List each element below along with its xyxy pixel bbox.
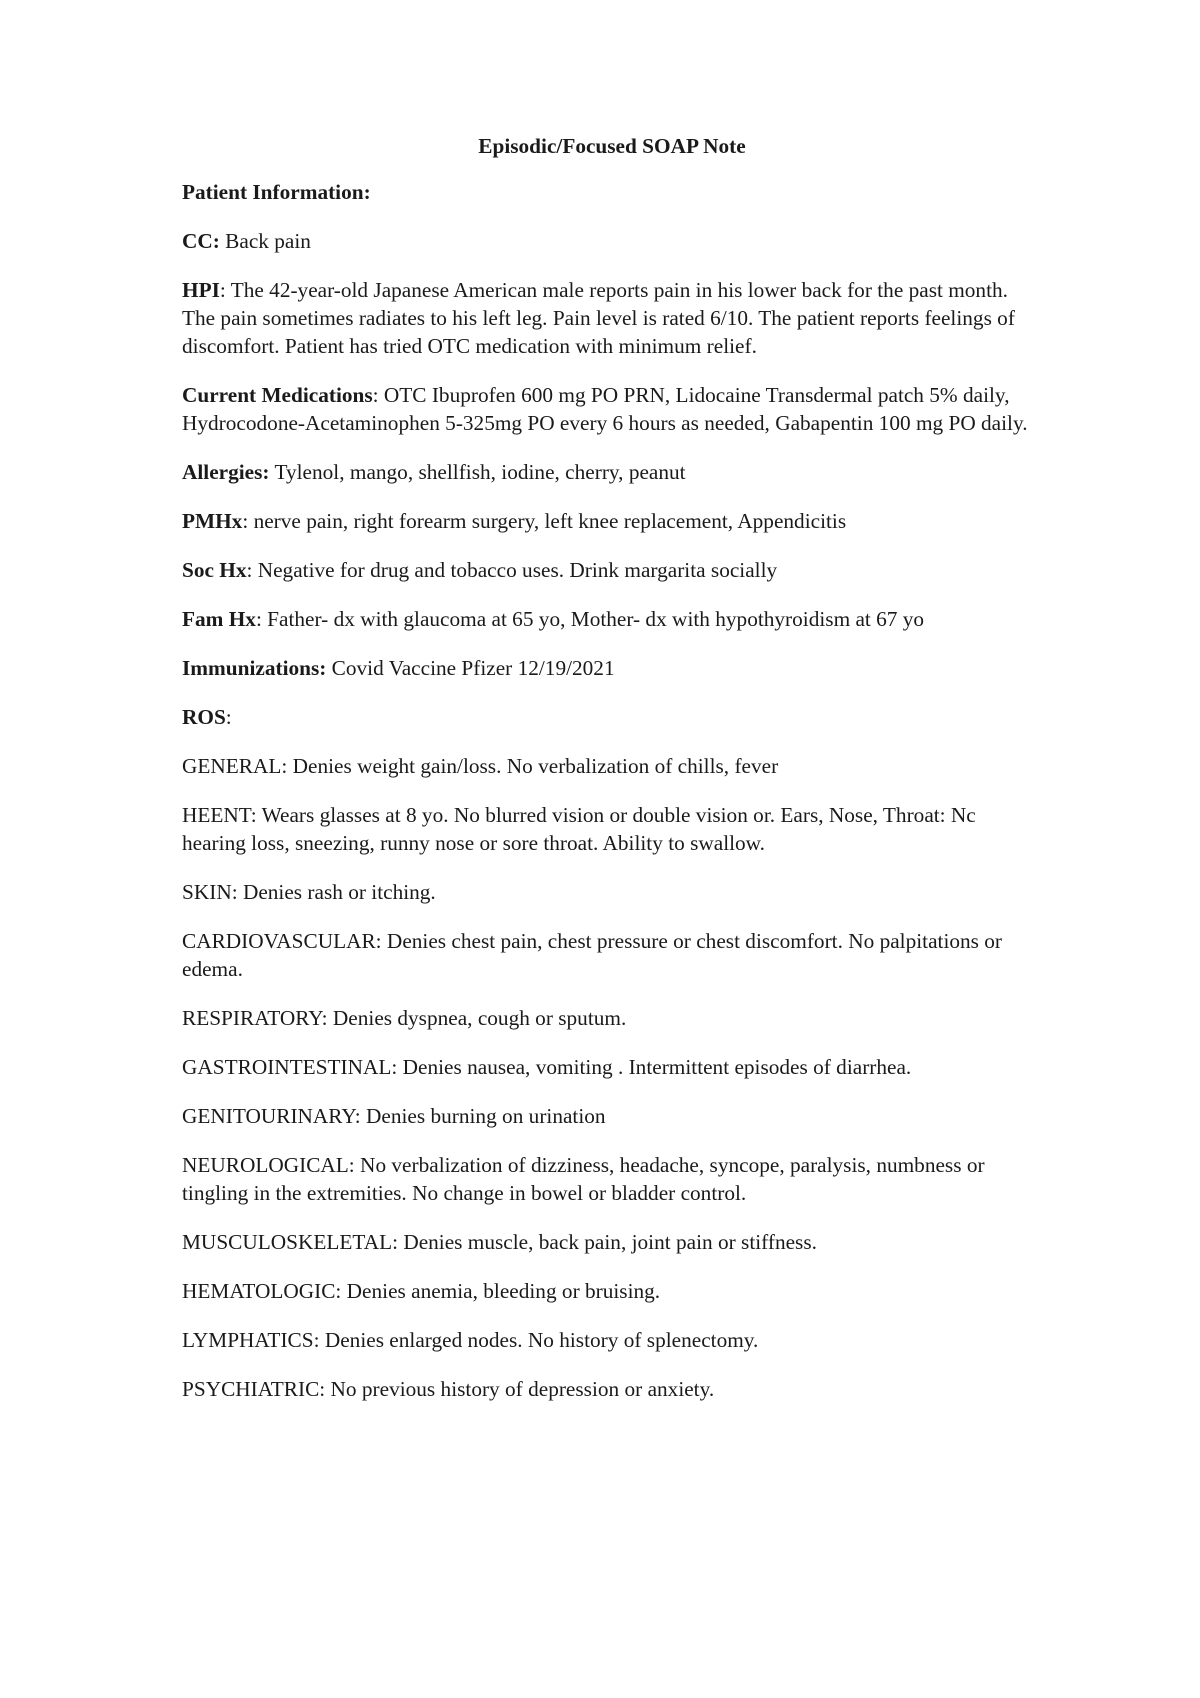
- hpi-label: HPI: [182, 278, 220, 302]
- ros-item-skin: [182, 878, 1042, 906]
- ros-item-lymphatics: [182, 1326, 1042, 1354]
- ros-item-gastrointestinal: [182, 1053, 1042, 1081]
- fam-hx-text: : Father- dx with glaucoma at 65 yo, Mother- dx with hypothyroidism at 67 yo: [255, 607, 925, 631]
- fam-hx-section: [182, 605, 1042, 633]
- ros-item-psychiatric: [182, 1375, 1042, 1403]
- ros-item-text: Denies rash or itching.: [237, 880, 436, 904]
- immunizations-label: Immunizations:: [182, 656, 327, 680]
- ros-item-text: Denies enlarged nodes. No history of splenectomy.: [319, 1328, 759, 1352]
- ros-item-text: No verbalization of dizziness, headache, syncope, paralysis, numbness or tingling in the extremities. No change in bowel or bladder control.: [182, 1153, 985, 1205]
- immunizations-text: Covid Vaccine Pfizer 12/19/2021: [326, 656, 615, 680]
- ros-item-respiratory: [182, 1004, 1042, 1032]
- document-page: [182, 132, 1042, 1424]
- ros-item-label: GENITOURINARY:: [182, 1104, 361, 1128]
- ros-item-label: CARDIOVASCULAR:: [182, 929, 382, 953]
- ros-item-cardiovascular: [182, 927, 1042, 983]
- ros-item-heent: [182, 801, 1042, 857]
- ros-item-text: Denies dyspnea, cough or sputum.: [327, 1006, 627, 1030]
- patient-info-heading: [182, 178, 1042, 206]
- cc-label: CC:: [182, 229, 220, 253]
- ros-item-text: Denies weight gain/loss. No verbalization of chills, fever: [287, 754, 779, 778]
- ros-item-musculoskeletal: [182, 1228, 1042, 1256]
- immunizations-section: [182, 654, 1042, 682]
- ros-item-label: LYMPHATICS:: [182, 1328, 320, 1352]
- medications-section: [182, 381, 1042, 437]
- ros-item-label: HEMATOLOGIC:: [182, 1279, 342, 1303]
- fam-hx-label: Fam Hx: [182, 607, 256, 631]
- medications-text: : OTC Ibuprofen 600 mg PO PRN, Lidocaine Transdermal patch 5% daily, Hydrocodone-Acetaminophen 5-325mg PO every 6 hours as needed, Gabapentin 100 mg PO daily.: [182, 383, 1028, 435]
- ros-item-general: [182, 752, 1042, 780]
- ros-item-label: GASTROINTESTINAL:: [182, 1055, 398, 1079]
- cc-section: [182, 227, 1042, 255]
- ros-item-text: Denies burning on urination: [360, 1104, 606, 1128]
- soc-hx-text: : Negative for drug and tobacco uses. Drink margarita socially: [246, 558, 778, 582]
- pmhx-label: PMHx: [182, 509, 243, 533]
- hpi-section: [182, 276, 1042, 360]
- ros-item-text: Denies chest pain, chest pressure or chest discomfort. No palpitations or edema.: [182, 929, 1003, 981]
- ros-item-neurological: [182, 1151, 1042, 1207]
- ros-item-text: No previous history of depression or anxiety.: [325, 1377, 715, 1401]
- cc-text: Back pain: [219, 229, 311, 253]
- ros-item-text: Denies muscle, back pain, joint pain or stiffness.: [398, 1230, 817, 1254]
- ros-item-label: HEENT:: [182, 803, 257, 827]
- pmhx-section: [182, 507, 1042, 535]
- allergies-label: Allergies:: [182, 460, 270, 484]
- ros-item-label: PSYCHIATRIC:: [182, 1377, 326, 1401]
- ros-item-text: Denies nausea, vomiting . Intermittent episodes of diarrhea.: [397, 1055, 912, 1079]
- ros-item-text: Wears glasses at 8 yo. No blurred vision or double vision or. Ears, Nose, Throat: Nc hearing loss, sneezing, runny nose or sore throat. Ability to swallow.: [182, 803, 976, 855]
- ros-item-label: GENERAL:: [182, 754, 288, 778]
- ros-heading: [182, 703, 1042, 731]
- allergies-section: [182, 458, 1042, 486]
- ros-item-text: Denies anemia, bleeding or bruising.: [341, 1279, 661, 1303]
- soc-hx-label: Soc Hx: [182, 558, 247, 582]
- ros-item-label: MUSCULOSKELETAL:: [182, 1230, 398, 1254]
- medications-label: Current Medications: [182, 383, 373, 407]
- ros-label: ROS: [182, 705, 226, 729]
- pmhx-text: : nerve pain, right forearm surgery, left knee replacement, Appendicitis: [242, 509, 847, 533]
- ros-item-label: SKIN:: [182, 880, 238, 904]
- document-title: Episodic/Focused SOAP Note: [478, 134, 746, 158]
- ros-item-label: NEUROLOGICAL:: [182, 1153, 355, 1177]
- ros-item-label: RESPIRATORY:: [182, 1006, 328, 1030]
- allergies-text: Tylenol, mango, shellfish, iodine, cherry, peanut: [269, 460, 686, 484]
- ros-item-genitourinary: [182, 1102, 1042, 1130]
- ros-item-hematologic: [182, 1277, 1042, 1305]
- ros-suffix: :: [225, 705, 232, 729]
- soc-hx-section: [182, 556, 1042, 584]
- hpi-text: : The 42-year-old Japanese American male reports pain in his lower back for the past month. The pain sometimes radiates to his left leg. Pain level is rated 6/10. The patient reports feelings of discomfort. Patient has tried OTC medication with minimum relief.: [182, 278, 1015, 358]
- patient-info-label: Patient Information:: [182, 180, 371, 204]
